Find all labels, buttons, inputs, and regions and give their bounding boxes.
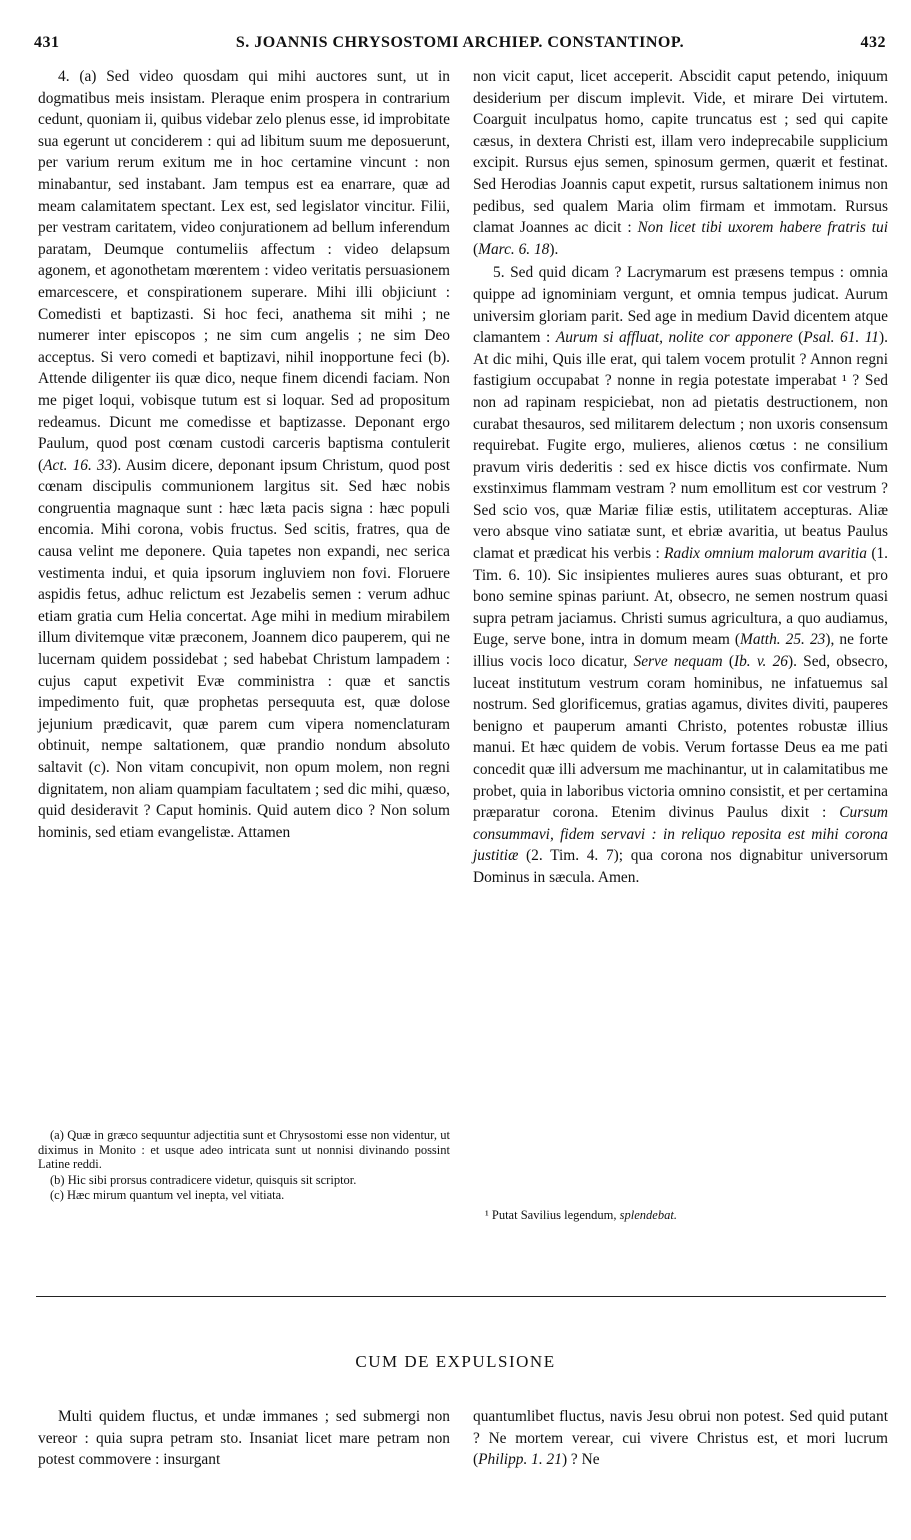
section-title: CUM DE EXPULSIONE	[355, 1352, 556, 1371]
footnote-text: ¹ Putat Savilius legendum,	[485, 1208, 620, 1222]
scripture-reference: Act. 16. 33	[43, 456, 113, 474]
footnote-italic: splendebat.	[619, 1208, 677, 1222]
page-number-left: 431	[34, 34, 60, 51]
running-title: S. JOANNIS CHRYSOSTOMI ARCHIEP. CONSTANTINOP.	[235, 34, 685, 51]
paragraph-4	[38, 66, 450, 843]
scripture-quote: Aurum si affluat, nolite cor apponere	[555, 329, 793, 347]
section-divider	[36, 1296, 886, 1297]
running-header	[34, 34, 886, 56]
footnote-1	[473, 1208, 888, 1223]
right-column	[473, 66, 888, 889]
section-right-column	[473, 1406, 888, 1471]
paragraph-text: 5. Sed quid dicam ? Lacrymarum est præsens tempus : omnia quippe ad ignominiam vergunt, et omnia tempus judicat. Aurum universim gloriam parit. Sed age in medium David dicentem atque clamantem :	[473, 264, 888, 347]
paragraph-text: non vicit caput, licet acceperit. Abscidit caput petendo, iniquum desiderium per discum implevit. Vide, et mirare Dei virtutem. Coarguit inculpatus homo, capite truncatus est ; sed qui capite cæsus, in dextera Christi est, illam vero indeprecabile supplicium excipit. Rursus ejus semen, spinosum germen, quærit et festinat. Sed Herodias Joannis caput expetit, rursus saltationem inimus non pedibus, sed qualem Maria olim firmam et immotam. Rursus clamat Joannes ac dicit :	[473, 68, 888, 237]
paragraph-5: 5. Sed quid dicam ? Lacrymarum est præsens tempus : omnia quippe ad ignominiam vergunt, et omnia tempus judicat. Aurum universim gloriam parit. Sed age in medium David dicentem atque clamantem : Aurum si affluat, nolite cor apponere (Psal. 61. 11). At dic mihi, Quis ille erat, qui talem vocem protulit ? Annon regni fastigium occupabat ? nonne in regia potestate imperabat ¹ ? Sed non ad rapinam respiciebat, non ad pietatis destructionem, non curabat thesauros, sed militarem delectum ; non uxoris consensum requirebat. Fugite ergo, mulieres, alienos cœtus : ne consilium pravum viris dederitis : sed ex hisce dictis vos confirmate. Num exstinximus flammam vestram ? num emollitum est cor vestrum ? Sed scio vos, quæ Mariæ filiæ estis, utilitatem accepturas. Aliæ vero absque vino satiatæ sunt, et ebriæ avaritia, ut beatus Paulus clamat et prædicat his verbis : Radix omnium malorum avaritia (1. Tim. 6. 10). Sic insipientes mulieres aures suas obturant, et pro bono semine spinas pariunt. At, obsecro, ne semen nostrum quasi supra petram jaciamus. Christi sumus agricultura, a quo audiamus, Euge, serve bone, intra in domum meam (Matth. 25. 23), ne forte illius vocis loco dicatur, Serve nequam (Ib. v. 26). Sed, obsecro, luceat institutum vestrum coram hominibus, ne infatuemus sal nostrum. Sed glorificemus, gratias agamus, divites diviti, pauperes benigno et pauperum amanti Christo, potentes robustæ illius manui. Et hæc quidem de vobis. Verum fortasse Deus ea me pati concedit quæ illi adversum me machinantur, ut in calamitatibus me probet, quia in laboribus victoria omnino consistit, et per certamina præparatur corona. Etenim divinus Paulus dixit : Cursum consummavi, fidem servavi : in reliquo reposita est mihi corona justitiæ (2. Tim. 4. 7); qua corona nos dignabitur universorum Dominus in sæcula. Amen.	[473, 264, 888, 886]
scripture-quote: Radix omnium malorum avaritia	[664, 545, 867, 563]
scripture-quote: Serve nequam	[633, 653, 723, 671]
scripture-reference: Psal. 61. 11	[803, 329, 880, 347]
scripture-reference: Ib. v. 26	[733, 653, 788, 671]
left-column	[38, 66, 450, 843]
scripture-quote: Cursum consummavi, fidem servavi : in reliquo reposita est mihi corona justitiæ	[473, 804, 888, 865]
footnote-a: (a) Quæ in græco sequuntur adjectitia sunt et Chrysostomi esse non videntur, ut diximus in Monito : et usque adeo intricata sunt ut nonnisi divinando possint Latine reddi.	[38, 1128, 450, 1171]
paragraph-text: ). Sic insipientes mulieres aures suas obturant, et pro bono semine spinas pariunt. At, obsecro, ne semen nostrum quasi supra petram jaciamus. Christi sumus agricultura, a quo audiamus, Euge, serve bone, intra in domum meam (	[473, 566, 888, 649]
section-paragraph: Multi quidem fluctus, et undæ immanes ; sed submergi non vereor : quia supra petram sto. Insaniat licet mare petram non potest commovere : insurgant	[38, 1408, 450, 1469]
paragraph-text: ; qua corona nos dignabitur universorum Dominus in sæcula. Amen.	[473, 847, 888, 886]
section-paragraph-continued	[473, 1406, 888, 1471]
paragraph-text: ). Ausim dicere, deponant ipsum Christum, quod post cœnam discipulis communionem largitus sit. Sed hæc nobis congruentia magnaque sunt : hæc læta pacis signa : hæc populi encomia. Mihi corona, vobis fructus. Sed scitis, fratres, qua de causa velint me deponere. Quia tapetes non expandi, nec serica vestimenta indui, et quia ipsorum ingluviem non fovi. Floruere aspidis fetus, adhuc relictum est Jezabelis semen : verum adhuc etiam gratia cum Helia concertat. Age mihi in medium mirabilem illum divitemque vitæ præconem, Joannem dico pauperem, qui ne lucernam quidem possidebat ; sed habebat Christum lampadem : cujus caput expetivit Evæ comministra : quæ et sanctis impedimento fuit, quæ prophetas persequuta est, quæ dolose jejunium prædicavit, quæ parem cum vipera nomenclaturam obtinuit, nempe saltationem, quæ prandio nondum absoluto saltavit (c). Non vitam concupivit, non opum molem, non regni dignitatem, non aliam quampiam facultatem ; sed dic mihi, quæso, quid desideravit ? Caput hominis. Quid autem dico ? Non solum hominis, sed etiam evangelistæ. Attamen	[38, 456, 450, 841]
footnote-c: (c) Hæc mirum quantum vel inepta, vel vitiata.	[50, 1188, 285, 1202]
section-left-column	[38, 1406, 450, 1471]
paragraph-text: quantumlibet fluctus, navis Jesu obrui non potest. Sed quid putant ? Ne mortem verear, cui vivere Christus est, et mori lucrum (	[473, 1408, 888, 1469]
right-footnotes	[473, 1208, 888, 1224]
paragraph-text: ). At dic mihi, Quis ille erat, qui talem vocem protulit ? Annon regni fastigium occupabat ? nonne in regia potestate imperabat ¹ ? Sed non ad rapinam respiciebat, non ad pietatis destructionem, non curabat thesauros, sed militarem delectum ; non uxoris consensum requirebat. Fugite ergo, mulieres, alienos cœtus : ne consilium pravum viris dederitis : sed ex hisce dictis vos confirmate. Num exstinximus flammam vestram ? num emollitum est cor vestrum ? Sed scio vos, quæ Mariæ filiæ estis, utilitatem accepturas. Aliæ vero absque vino satiatæ sunt, et ebriæ avaritia, ut beatus Paulus clamat et prædicat his verbis :	[473, 329, 888, 563]
paragraph-continued: non vicit caput, licet acceperit. Abscidit caput petendo, iniquum desiderium per discum implevit. Vide, et mirare Dei virtutem. Coarguit inculpatus homo, capite truncatus est ; sed qui capite cæsus, in dextera Christi est, illam vero indeprecabile supplicium excipit. Rursus ejus semen, spinosum germen, quærit et festinat. Sed Herodias Joannis caput expetit, rursus saltationem inimus non pedibus, sed qualem Maria olim firmam et immotam. Rursus clamat Joannes ac dicit : Non licet tibi uxorem habere fratris tui (Marc. 6. 18).	[473, 68, 889, 258]
paragraph-text: ). Sed, obsecro, luceat institutum vestrum coram hominibus, ne infatuemus sal nostrum. Sed glorificemus, gratias agamus, divites diviti, pauperes benigno et pauperum amanti Christo, potentes robustæ illius manui. Et hæc quidem de vobis. Verum fortasse Deus ea me pati concedit quæ illi adversum me machinantur, ut in calamitatibus me probet, quia in laboribus victoria omnino consistit, et per certamina præparatur corona. Etenim divinus Paulus dixit :	[473, 653, 888, 822]
scripture-reference: Marc. 6. 18	[478, 240, 550, 258]
paragraph-text: ) ? Ne	[561, 1451, 600, 1469]
paragraph-text: ), ne forte illius vocis loco dicatur,	[473, 631, 888, 671]
scripture-reference: 1. Tim. 6. 10	[473, 545, 888, 584]
scripture-reference: Philipp. 1. 21	[478, 1451, 562, 1469]
scripture-quote: Non licet tibi uxorem habere fratris tui	[637, 219, 889, 237]
paragraph-text: 4. (a) Sed video quosdam qui mihi auctores sunt, ut in dogmatibus meis insistam. Pleraque enim prospera in contrarium cedunt, quoniam ii, quibus videbar zelo plenus esse, id improbitate sua egerunt ut conciderem : qui ad libitum suum me deposuerunt, per varium rerum exitum me in hoc certamine vincunt : non minabantur, sed instabant. Jam tempus est ea enarrare, quæ ad meam calamitatem spectant. Lex est, sed legislator vincitur. Filii, per vestram caritatem, video conjurationem ad bellum inferendum paratam, Deumque contumeliis affectum : video delapsum agonem, et agonothetam mœrentem : video veritatis persuasionem emarcescere, et conspirationem superare. Mihi illi objiciunt : Comedisti et baptizasti. Si hoc feci, anathema sit mihi ; ne numerer inter episcopos ; ne sim cum angelis ; ne sim Deo acceptus. Si vero comedi et baptizavi, nihil inopportune feci (b). Attende diligenter iis quæ dico, neque finem dicendi faciam. Non me piget loqui, vobisque tutum est si loquar. Sed ad propositum redeamus. Dicunt me comedisse et baptizasse. Deponant ergo Paulum, quod post cœnam custodi carceris baptisma contulerit (	[38, 68, 450, 474]
left-footnotes	[38, 1128, 450, 1204]
scripture-reference: 2. Tim. 4. 7	[531, 847, 614, 865]
scripture-reference: Matth. 25. 23	[740, 631, 826, 649]
footnote-b: (b) Hic sibi prorsus contradicere videtur, quisquis sit scriptor.	[50, 1172, 357, 1187]
page-number-right: 432	[860, 34, 886, 51]
